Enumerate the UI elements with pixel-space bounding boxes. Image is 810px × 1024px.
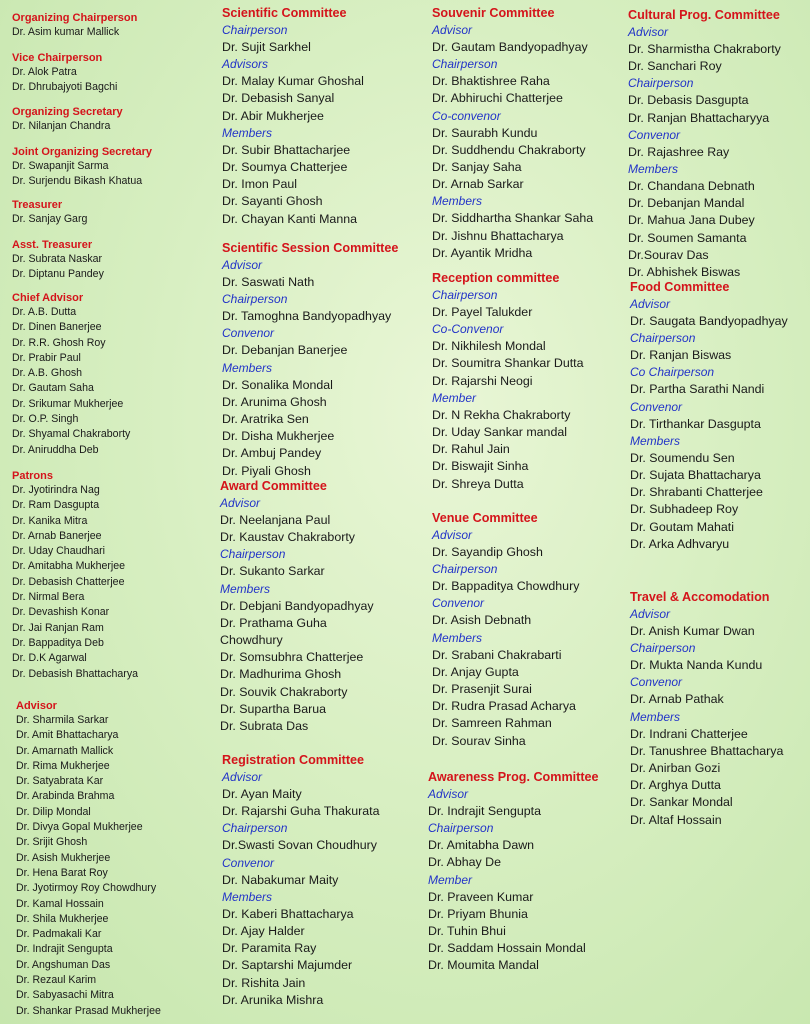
member-name: Dr. Asim kumar Mallick — [12, 26, 120, 38]
member-name: Dr. Aniruddha Deb — [12, 443, 99, 456]
role-label: Chairperson — [222, 23, 288, 37]
member-name: Dr. Debasish Bhattacharya — [12, 667, 139, 680]
member-name: Dr. Amit Bhattacharya — [16, 729, 119, 742]
member-name: Dr. Soumitra Shankar Dutta — [432, 356, 584, 371]
member-name: Dr. D.K Agarwal — [12, 652, 87, 665]
member-name: Dr. Sanjay Saha — [432, 160, 522, 175]
member-name: Chowdhury — [220, 633, 283, 648]
member-name: Dr. Shreya Dutta — [432, 476, 524, 491]
member-name: Dr. Arunima Ghosh — [222, 394, 327, 409]
member-name: Dr. Ranjan Bhattacharyya — [628, 110, 770, 125]
member-name: Dr. Abir Mukherjee — [222, 108, 324, 123]
member-name: Dr. Shila Mukherjee — [16, 912, 109, 925]
member-name: Dr. Chayan Kanti Manna — [222, 211, 357, 226]
member-name: Dr. Arghya Dutta — [630, 778, 721, 793]
section-heading: Reception committee — [432, 271, 560, 285]
member-name: Dr. Debasish Chatterjee — [12, 575, 125, 588]
member-name: Dr. Disha Mukherjee — [222, 429, 335, 444]
member-name: Dr. Bappaditya Deb — [12, 636, 104, 649]
committee-section — [12, 12, 137, 40]
role-label: Members — [222, 360, 273, 375]
section-heading: Scientific Session Committee — [222, 241, 399, 255]
member-name: Dr. Debjani Bandyopadhyay — [220, 598, 374, 613]
role-label: Chairperson — [432, 288, 498, 302]
member-name: Dr. Sonalika Mondal — [222, 377, 333, 392]
member-name: Dr. Rajarshi Guha Thakurata — [222, 804, 380, 819]
role-label: Chairperson — [432, 57, 498, 72]
role-label: Convenor — [630, 675, 683, 690]
section-heading: Venue Committee — [432, 511, 538, 525]
member-name: Dr. Biswajit Sinha — [432, 459, 529, 474]
member-name: Dr. Ambuj Pandey — [222, 446, 322, 461]
member-name: Dr. Kamal Hossain — [16, 897, 104, 910]
member-name: Dr. Kaustav Chakraborty — [220, 530, 355, 545]
section-heading: Vice Chairperson — [12, 52, 103, 64]
member-name: Dr. Subir Bhattacharjee — [222, 142, 351, 157]
section-heading: Cultural Prog. Committee — [628, 8, 780, 22]
member-name: Dr. Sharmila Sarkar — [16, 714, 109, 726]
role-label: Chairperson — [630, 331, 696, 346]
section-heading: Organizing Chairperson — [12, 12, 138, 24]
member-name: Dr. Abhiruchi Chatterjee — [432, 91, 563, 106]
member-name: Dr. Arnab Pathak — [630, 692, 724, 707]
member-name: Dr.Sourav Das — [628, 247, 709, 262]
role-label: Advisor — [432, 528, 473, 542]
member-name: Dr. Rishita Jain — [222, 975, 306, 990]
member-name: Dr. Satyabrata Kar — [16, 775, 104, 788]
member-name: Dr. Nirmal Bera — [12, 591, 85, 604]
member-name: Dr. Dilip Mondal — [16, 805, 91, 818]
member-name: Dr. Arunika Mishra — [222, 992, 324, 1007]
section-heading: Chief Advisor — [12, 292, 84, 304]
member-name: Dr. Rajashree Ray — [628, 144, 730, 159]
member-name: Dr. Devashish Konar — [12, 606, 110, 619]
member-name: Dr. Suddhendu Chakraborty — [432, 142, 586, 157]
member-name: Dr.Swasti Sovan Choudhury — [222, 838, 377, 853]
member-name: Dr. Sayandip Ghosh — [432, 545, 543, 559]
member-name: Dr. Goutam Mahati — [630, 519, 734, 534]
committee-section — [222, 752, 379, 1009]
role-label: Members — [432, 630, 483, 645]
member-name: Dr. Moumita Mandal — [428, 958, 539, 973]
member-name: Dr. Indrajit Sengupta — [428, 804, 541, 818]
role-label: Chairperson — [222, 292, 288, 307]
member-name: Dr. Subhadeep Roy — [630, 502, 739, 517]
section-heading: Joint Organizing Secretary — [12, 146, 152, 158]
member-name: Dr. Sujit Sarkhel — [222, 40, 311, 54]
role-label: Convenor — [222, 855, 275, 870]
member-name: Dr. Payel Talukder — [432, 305, 533, 319]
member-name: Dr. Mahua Jana Dubey — [628, 213, 755, 228]
role-label: Convenor — [222, 326, 275, 341]
role-label: Members — [432, 194, 483, 209]
member-name: Dr. Surjendu Bikash Khatua — [12, 175, 143, 188]
member-name: Dr. Uday Sankar mandal — [432, 425, 567, 440]
member-name: Dr. Gautam Saha — [12, 382, 94, 395]
member-name: Dr. Anish Kumar Dwan — [630, 624, 755, 638]
member-name: Dr. Chandana Debnath — [628, 179, 755, 194]
member-name: Dr. Prabir Paul — [12, 351, 81, 364]
member-name: Dr. Ayan Maity — [222, 787, 302, 801]
member-name: Dr. Nikhilesh Mondal — [432, 339, 546, 354]
role-label: Members — [222, 889, 273, 904]
role-label: Member — [428, 872, 473, 887]
member-name: Dr. Tirthankar Dasgupta — [630, 416, 761, 431]
committee-section — [12, 470, 138, 682]
member-name: Dr. Saurabh Kundu — [432, 125, 538, 140]
member-name: Dr. Debanjan Banerjee — [222, 343, 348, 358]
member-name: Dr. Priyam Bhunia — [428, 906, 528, 921]
member-name: Dr. Kaberi Bhattacharya — [222, 906, 354, 921]
role-label: Advisor — [428, 787, 469, 801]
member-name: Dr. Tamoghna Bandyopadhyay — [222, 309, 392, 324]
member-name: Dr. Sharmistha Chakraborty — [628, 42, 781, 56]
member-name: Dr. Sanchari Roy — [628, 59, 722, 74]
member-name: Dr. Sanjay Garg — [12, 213, 88, 225]
member-name: Dr. Partha Sarathi Nandi — [630, 382, 765, 397]
role-label: Chairperson — [220, 547, 286, 562]
member-name: Dr. Arnab Banerjee — [12, 529, 102, 542]
member-name: Dr. Abhishek Biswas — [628, 265, 741, 280]
member-name: Dr. A.B. Ghosh — [12, 367, 83, 380]
section-heading: Treasurer — [12, 199, 63, 211]
committee-section — [12, 52, 117, 96]
role-label: Advisor — [222, 258, 263, 272]
member-name: Dr. Debasis Dasgupta — [628, 93, 749, 108]
committee-section — [16, 700, 161, 1019]
member-name: Dr. Subrata Naskar — [12, 253, 103, 265]
committee-section — [432, 270, 584, 493]
member-name: Dr. Ajay Halder — [222, 924, 305, 939]
member-name: Dr. Rezaul Karim — [16, 974, 97, 987]
member-name: Dr. Amitabha Dawn — [428, 838, 535, 853]
committee-section — [428, 769, 599, 975]
member-name: Dr. Shrabanti Chatterjee — [630, 485, 763, 500]
member-name: Dr. Jai Ranjan Ram — [12, 621, 104, 634]
committee-section — [222, 5, 364, 228]
role-label: Members — [630, 709, 681, 724]
member-name: Dr. Samreen Rahman — [432, 716, 552, 731]
member-name: Dr. Ram Dasgupta — [12, 499, 100, 512]
member-name: Dr. Nabakumar Maity — [222, 872, 339, 887]
role-label: Members — [628, 162, 679, 177]
committee-section — [432, 5, 593, 262]
member-name: Dr. Subrata Das — [220, 719, 309, 734]
member-name: Dr. Alok Patra — [12, 66, 77, 78]
member-name: Dr. Rajarshi Neogi — [432, 373, 533, 388]
member-name: Dr. Indrani Chatterjee — [630, 726, 748, 741]
committee-section — [12, 239, 104, 283]
member-name: Dr. Srikumar Mukherjee — [12, 397, 124, 410]
member-name: Dr. Srabani Chakrabarti — [432, 647, 562, 662]
section-heading: Awareness Prog. Committee — [428, 770, 599, 784]
member-name: Dr. Rudra Prasad Acharya — [432, 699, 576, 714]
role-label: Member — [432, 390, 477, 405]
member-name: Dr. Arka Adhvaryu — [630, 536, 730, 551]
member-name: Dr. Saugata Bandyopadhyay — [630, 314, 788, 328]
section-heading: Award Committee — [220, 479, 327, 493]
member-name: Dr. Saswati Nath — [222, 275, 315, 289]
member-name: Dr. Dinen Banerjee — [12, 321, 102, 334]
committee-section — [12, 292, 130, 458]
member-name: Dr. Saptarshi Majumder — [222, 958, 353, 973]
member-name: Dr. Shankar Prasad Mukherjee — [16, 1004, 161, 1017]
role-label: Convenor — [630, 399, 683, 414]
section-heading: Asst. Treasurer — [12, 239, 93, 251]
role-label: Chairperson — [432, 562, 498, 577]
committee-section — [630, 279, 788, 553]
member-name: Dr. Indrajit Sengupta — [16, 943, 113, 956]
member-name: Dr. Soumendu Sen — [630, 450, 735, 465]
member-name: Dr. Prasenjit Surai — [432, 682, 532, 697]
member-name: Dr. Souvik Chakraborty — [220, 684, 348, 699]
role-label: Chairperson — [630, 641, 696, 656]
role-label: Members — [220, 581, 271, 596]
member-name: Dr. Sukanto Sarkar — [220, 564, 325, 579]
member-name: Dr. Piyali Ghosh — [222, 463, 311, 478]
member-name: Dr. Divya Gopal Mukherjee — [16, 821, 143, 834]
member-name: Dr. Supartha Barua — [220, 701, 327, 716]
committee-section — [630, 589, 783, 829]
member-name: Dr. Padmakali Kar — [16, 928, 102, 941]
section-heading: Registration Committee — [222, 753, 365, 767]
member-name: Dr. Sourav Sinha — [432, 733, 526, 748]
member-name: Dr. Shyamal Chakraborty — [12, 428, 131, 441]
member-name: Dr. Arnab Sarkar — [432, 177, 524, 192]
member-name: Dr. Soumen Samanta — [628, 230, 747, 245]
member-name: Dr. Mukta Nanda Kundu — [630, 658, 763, 673]
role-label: Convenor — [628, 127, 681, 142]
member-name: Dr. Amitabha Mukherjee — [12, 560, 126, 573]
member-name: Dr. Swapanjit Sarma — [12, 160, 109, 172]
committee-section — [628, 7, 781, 281]
role-label: Chairperson — [428, 821, 494, 836]
member-name: Dr. Sujata Bhattacharya — [630, 468, 761, 483]
member-name: Dr. Neelanjana Paul — [220, 513, 331, 527]
committee-section — [12, 146, 152, 190]
role-label: Members — [222, 125, 273, 140]
section-heading: Organizing Secretary — [12, 106, 123, 118]
member-name: Dr. Aratrika Sen — [222, 412, 309, 427]
member-name: Dr. Nilanjan Chandra — [12, 120, 111, 132]
section-heading: Travel & Accomodation — [630, 590, 770, 604]
member-name: Dr. Tanushree Bhattacharya — [630, 743, 784, 758]
section-heading: Souvenir Committee — [432, 6, 555, 20]
member-name: Dr. Debasish Sanyal — [222, 91, 335, 106]
member-name: Dr. Imon Paul — [222, 177, 298, 192]
role-label: Chairperson — [628, 76, 694, 91]
member-name: Dr. Bappaditya Chowdhury — [432, 579, 580, 594]
member-name: Dr. Somsubhra Chatterjee — [220, 650, 364, 665]
member-name: Dr. A.B. Dutta — [12, 306, 77, 318]
section-heading: Patrons — [12, 470, 53, 482]
member-name: Dr. Amarnath Mallick — [16, 744, 114, 757]
member-name: Dr. Anirban Gozi — [630, 761, 721, 776]
role-label: Co-Convenor — [432, 322, 504, 337]
member-name: Dr. Jyotirindra Nag — [12, 484, 100, 496]
section-heading: Food Committee — [630, 280, 730, 294]
member-name: Dr. Kanika Mitra — [12, 514, 88, 527]
member-name: Dr. Jishnu Bhattacharya — [432, 228, 564, 243]
role-label: Advisor — [432, 23, 473, 37]
committee-section — [12, 199, 87, 227]
role-label: Advisor — [220, 496, 261, 510]
member-name: Dr. Dhrubajyoti Bagchi — [12, 81, 118, 94]
role-label: Convenor — [432, 596, 485, 611]
member-name: Dr. Praveen Kumar — [428, 889, 534, 904]
role-label: Co-convenor — [432, 108, 501, 123]
committee-section — [222, 240, 398, 480]
member-name: Dr. Jyotirmoy Roy Chowdhury — [16, 882, 157, 895]
member-name: Dr. Ranjan Biswas — [630, 348, 732, 363]
section-heading: Advisor — [16, 700, 57, 712]
role-label: Members — [630, 433, 681, 448]
member-name: Dr. Srijit Ghosh — [16, 836, 88, 849]
member-name: Dr. Rahul Jain — [432, 442, 510, 457]
member-name: Dr. Altaf Hossain — [630, 812, 722, 827]
member-name: Dr. Soumya Chatterjee — [222, 160, 348, 175]
member-name: Dr. Asish Mukherjee — [16, 851, 111, 864]
member-name: Dr. Sankar Mondal — [630, 795, 733, 810]
committee-section — [220, 478, 374, 735]
member-name: Dr. Gautam Bandyopadhyay — [432, 40, 588, 54]
section-heading: Scientific Committee — [222, 6, 347, 20]
role-label: Advisor — [628, 25, 669, 39]
role-label: Chairperson — [222, 821, 288, 836]
member-name: Dr. Diptanu Pandey — [12, 268, 104, 281]
member-name: Dr. Bhaktishree Raha — [432, 74, 550, 89]
member-name: Dr. Anjay Gupta — [432, 664, 519, 679]
member-name: Dr. Uday Chaudhari — [12, 545, 106, 558]
member-name: Dr. Madhurima Ghosh — [220, 667, 342, 682]
member-name: Dr. Abhay De — [428, 855, 502, 870]
member-name: Dr. Hena Barat Roy — [16, 866, 108, 879]
member-name: Dr. Arabinda Brahma — [16, 790, 115, 803]
role-label: Co Chairperson — [630, 365, 715, 380]
member-name: Dr. Siddhartha Shankar Saha — [432, 211, 594, 226]
member-name: Dr. Angshuman Das — [16, 958, 111, 971]
role-label: Advisor — [222, 770, 263, 784]
member-name: Dr. Sayanti Ghosh — [222, 194, 323, 209]
member-name: Dr. Rima Mukherjee — [16, 759, 110, 772]
role-label: Advisor — [630, 297, 671, 311]
member-name: Dr. Asish Debnath — [432, 613, 532, 628]
committee-section — [432, 510, 579, 750]
member-name: Dr. R.R. Ghosh Roy — [12, 336, 106, 349]
committee-section — [12, 106, 123, 134]
member-name: Dr. Saddam Hossain Mondal — [428, 941, 586, 956]
member-name: Dr. Prathama Guha — [220, 615, 327, 630]
role-label: Advisors — [222, 57, 269, 72]
role-label: Advisor — [630, 607, 671, 621]
member-name: Dr. Tuhin Bhui — [428, 924, 506, 939]
member-name: Dr. N Rekha Chakraborty — [432, 407, 571, 422]
member-name: Dr. O.P. Singh — [12, 413, 79, 426]
member-name: Dr. Ayantik Mridha — [432, 245, 533, 260]
member-name: Dr. Debanjan Mandal — [628, 196, 745, 211]
member-name: Dr. Sabyasachi Mitra — [16, 989, 114, 1002]
member-name: Dr. Paramita Ray — [222, 941, 317, 956]
member-name: Dr. Malay Kumar Ghoshal — [222, 74, 364, 89]
